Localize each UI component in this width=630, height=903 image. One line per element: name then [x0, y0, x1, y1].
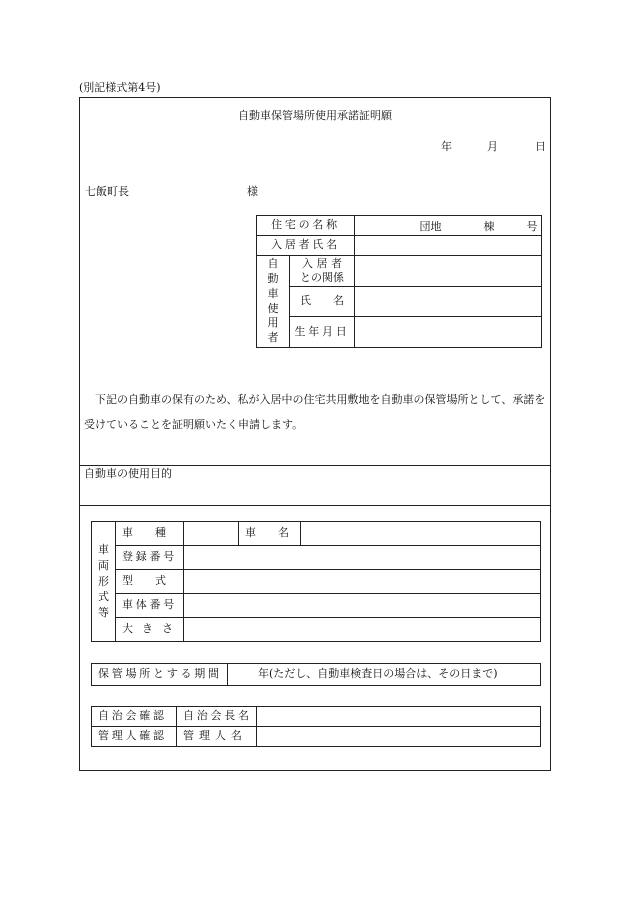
housing-name-label: 住宅の名称: [257, 216, 355, 236]
car-name-field[interactable]: [301, 522, 541, 546]
addressee-honorific: 様: [247, 185, 258, 198]
confirmation-table: [91, 706, 541, 747]
model-label: 型 式: [116, 570, 184, 594]
form-number: (別記様式第4号): [79, 81, 161, 94]
model-field[interactable]: [184, 570, 541, 594]
relation-field[interactable]: [355, 256, 542, 287]
resident-name-field[interactable]: [355, 236, 542, 256]
housing-danchi: 団地: [419, 219, 442, 233]
car-name-label: 車 名: [239, 522, 301, 546]
divider: [79, 465, 551, 466]
relation-label: 入 居 者 との関係: [290, 256, 355, 287]
birthdate-label: 生年月日: [290, 317, 355, 348]
purpose-label: 自動車の使用目的: [84, 467, 172, 480]
user-name-label: 氏 名: [290, 287, 355, 317]
vehicle-type-label: 車 種: [116, 522, 184, 546]
date-day: 日: [535, 140, 546, 153]
resident-name-label: 入居者氏名: [257, 236, 355, 256]
vehicle-table: [91, 521, 541, 642]
divider: [79, 505, 551, 506]
form-title: 自動車保管場所使用承諾証明願: [238, 109, 392, 122]
housing-tou: 棟: [483, 219, 495, 233]
date-year: 年: [441, 140, 452, 153]
car-user-label: 自 動 車 使 用 者: [257, 256, 290, 348]
body-number-field[interactable]: [184, 594, 541, 618]
registration-field[interactable]: [184, 546, 541, 570]
manager-confirm-label: 管理人確認: [92, 727, 177, 747]
addressee-name: 七飯町長: [85, 185, 129, 198]
date-month: 月: [487, 140, 498, 153]
housing-gou: 号: [526, 219, 538, 233]
birthdate-field[interactable]: [355, 317, 542, 348]
registration-label: 登録番号: [116, 546, 184, 570]
vehicle-type-field[interactable]: [184, 522, 239, 546]
manager-name-field[interactable]: [257, 727, 541, 747]
user-name-field[interactable]: [355, 287, 542, 317]
storage-period-label: 保管場所とする期間: [92, 664, 228, 686]
body-number-label: 車体番号: [116, 594, 184, 618]
statement-text: 下記の自動車の保有のため、私が入居中の住宅共用敷地を自動車の保管場所として、承諾を受けていることを証明願いたく申請します。: [84, 393, 546, 431]
association-head-field[interactable]: [257, 707, 541, 727]
size-field[interactable]: [184, 618, 541, 642]
size-label: 大 き さ: [116, 618, 184, 642]
applicant-table: [256, 215, 542, 348]
storage-period-field[interactable]: 年(ただし、自動車検査日の場合は、その日まで): [228, 664, 541, 686]
manager-name-label: 管理人名: [177, 727, 257, 747]
association-confirm-label: 自治会確認: [92, 707, 177, 727]
storage-period-table: [91, 663, 541, 686]
association-head-label: 自治会長名: [177, 707, 257, 727]
housing-name-field[interactable]: [355, 216, 542, 236]
vehicle-group-label: 車 両 形 式 等: [92, 522, 116, 642]
